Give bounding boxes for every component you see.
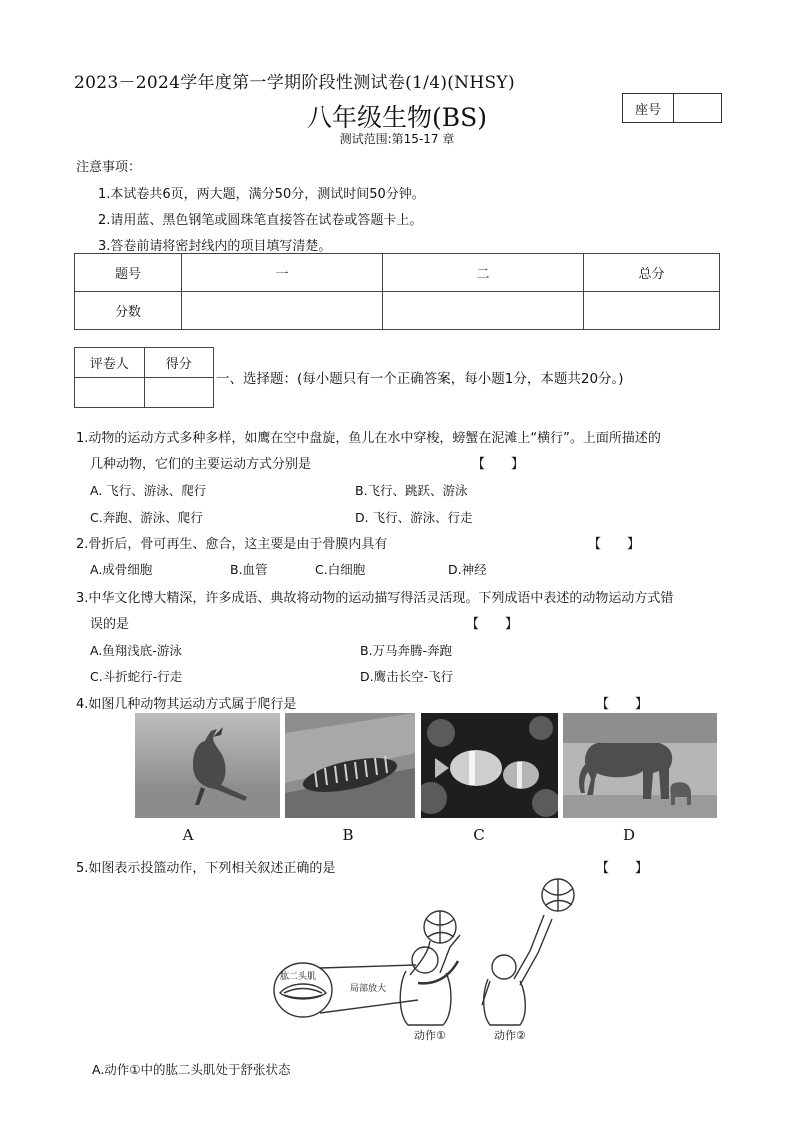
option-a: A.鱼翔浅底-游泳: [90, 643, 182, 658]
elephant-photo: [563, 713, 717, 818]
score-table-header: 总分: [584, 254, 720, 292]
grader-cell[interactable]: [144, 378, 214, 408]
option-a: A. 飞行、游泳、爬行: [90, 483, 207, 498]
biceps-label: 肱二头肌: [280, 972, 317, 982]
basketball-shot-figure: [268, 875, 588, 1050]
section-heading: 一、选择题：(每小题只有一个正确答案，每小题1分，本题共20分。): [216, 371, 624, 387]
picture-label-c: C: [473, 826, 485, 844]
question-3-text: 3.中华文化博大精深，许多成语、典故将动物的运动描写得活灵活现。下列成语中表述的动物运动方式错: [76, 591, 674, 606]
question-4-text: 4.如图几种动物其运动方式属于爬行是: [76, 697, 297, 712]
picture-label-b: B: [342, 826, 354, 844]
score-table-header: 一: [182, 254, 383, 292]
option-a: A.成骨细胞: [90, 562, 153, 577]
score-row-label: 分数: [75, 292, 182, 330]
grader-label: 评卷人: [75, 348, 145, 378]
exam-title: 2023－2024学年度第一学期阶段性测试卷(1/4)(NHSY): [74, 73, 515, 93]
kangaroo-photo: [135, 713, 280, 818]
note-item: 3.答卷前请将密封线内的项目填写清楚。: [98, 239, 332, 254]
option-b: B.万马奔腾-奔跑: [360, 643, 453, 658]
option-b: B.血管: [230, 562, 268, 577]
question-1-text: 1.动物的运动方式多种多样，如鹰在空中盘旋，鱼儿在水中穿梭，螃蟹在泥滩上“横行”。上面所描述的: [76, 431, 661, 446]
answer-bracket[interactable]: 【 】: [596, 697, 649, 712]
clownfish-photo: [421, 713, 558, 818]
score-cell[interactable]: [182, 292, 383, 330]
option-d: D.鹰击长空-飞行: [360, 669, 454, 684]
action-1-label: 动作①: [414, 1029, 446, 1042]
zoom-label: 局部放大: [350, 984, 387, 994]
answer-bracket[interactable]: 【 】: [588, 537, 641, 552]
question-3-text-cont: 误的是: [90, 617, 130, 632]
seat-number-field[interactable]: [674, 94, 721, 122]
option-b: B.飞行、跳跃、游泳: [355, 483, 468, 498]
picture-label-a: A: [182, 826, 194, 844]
note-item: 1.本试卷共6页，两大题，满分50分，测试时间50分钟。: [98, 187, 425, 202]
grader-score-label: 得分: [144, 348, 214, 378]
question-1-text-cont: 几种动物，它们的主要运动方式分别是: [90, 457, 312, 472]
note-item: 2.请用蓝、黑色钢笔或圆珠笔直接答在试卷或答题卡上。: [98, 213, 423, 228]
millipede-photo: [285, 713, 415, 818]
question-5-text: 5.如图表示投篮动作，下列相关叙述正确的是: [76, 861, 336, 876]
subject-title: 八年级生物(BS): [306, 103, 487, 132]
notes-heading: 注意事项：: [76, 160, 142, 175]
seat-number-box: [622, 93, 722, 123]
option-d: D.神经: [448, 562, 487, 577]
score-table-header: 题号: [75, 254, 182, 292]
answer-bracket[interactable]: 【 】: [472, 457, 525, 472]
question-2-text: 2.骨折后，骨可再生、愈合，这主要是由于骨膜内具有: [76, 537, 388, 552]
score-table: [74, 253, 720, 330]
answer-bracket[interactable]: 【 】: [466, 617, 519, 632]
option-c: C.白细胞: [315, 562, 366, 577]
answer-bracket[interactable]: 【 】: [596, 861, 649, 876]
test-scope: 测试范围:第15-17 章: [339, 132, 455, 146]
option-a: A.动作①中的肱二头肌处于舒张状态: [92, 1062, 291, 1077]
action-2-label: 动作②: [494, 1029, 526, 1042]
option-c: C.斗折蛇行-行走: [90, 669, 183, 684]
grader-cell[interactable]: [75, 378, 145, 408]
option-d: D. 飞行、游泳、行走: [355, 510, 473, 525]
score-cell[interactable]: [584, 292, 720, 330]
score-table-header: 二: [383, 254, 584, 292]
grader-table: [74, 347, 214, 408]
picture-label-d: D: [622, 826, 636, 844]
seat-label: 座号: [623, 94, 674, 122]
option-c: C.奔跑、游泳、爬行: [90, 510, 203, 525]
score-cell[interactable]: [383, 292, 584, 330]
